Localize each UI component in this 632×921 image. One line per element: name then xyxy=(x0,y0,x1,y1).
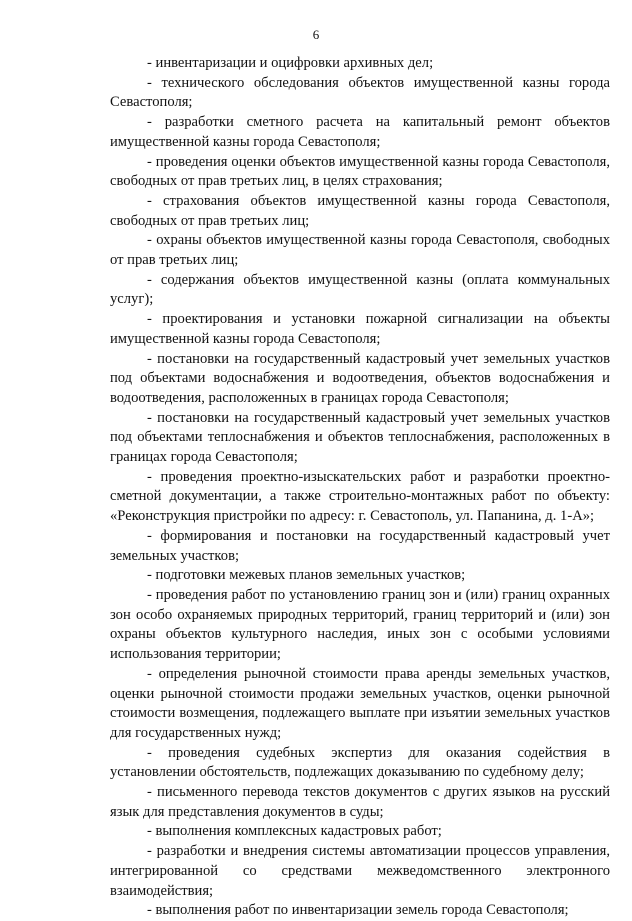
list-item: - разработки и внедрения системы автоматизации процессов управления, интегрированной со средствами межведомственного электронного взаимодействия; xyxy=(110,843,610,899)
list-item: - определения рыночной стоимости права аренды земельных участков, оценки рыночной стоимости продажи земельных участков, оценки рыночной стоимости возмещения, подлежащего выплате при изъятии земельных участков для государственных нужд; xyxy=(110,665,610,741)
list-item: - содержания объектов имущественной казны (оплата коммунальных услуг); xyxy=(110,271,610,308)
list-item: - страхования объектов имущественной казны города Севастополя, свободных от прав третьих лиц; xyxy=(110,192,610,229)
list-item: - технического обследования объектов имущественной казны города Севастополя; xyxy=(110,74,610,111)
list-item: - охраны объектов имущественной казны города Севастополя, свободных от прав третьих лиц; xyxy=(110,232,610,269)
list-item: - формирования и постановки на государственный кадастровый учет земельных участков; xyxy=(110,527,610,564)
list-item: - письменного перевода текстов документов с других языков на русский язык для представления документов в суды; xyxy=(110,784,610,820)
list-item: - проведения судебных экспертиз для оказания содействия в установлении обстоятельств, подлежащих доказыванию по судебному делу; xyxy=(110,744,610,781)
document-body xyxy=(110,54,610,921)
page-number: 6 xyxy=(312,27,320,42)
list-item: - проведения оценки объектов имущественной казны города Севастополя, свободных от прав третьих лиц, в целях страхования; xyxy=(110,153,610,190)
list-item: - постановки на государственный кадастровый учет земельных участков под объектами теплоснабжения и объектов теплоснабжения, расположенных в границах города Севастополя; xyxy=(110,409,610,466)
list-item: - постановки на государственный кадастровый учет земельных участков под объектами водоснабжения и водоотведения, объектов водоснабжения и водоотведения, расположенных в границах города Севастополя; xyxy=(110,350,610,406)
list-item: - разработки сметного расчета на капитальный ремонт объектов имущественной казны города Севастополя; xyxy=(110,114,610,150)
list-item: - проведения проектно-изыскательских работ и разработки проектно-сметной документации, а также строительно-монтажных работ по объекту: «Реконструкция пристройки по адресу: г. Севастополь, ул. Папанина, д. 1-А»; xyxy=(110,468,610,525)
list-item: - подготовки межевых планов земельных участков; xyxy=(147,567,466,584)
list-item: - проектирования и установки пожарной сигнализации на объекты имущественной казны города Севастополя; xyxy=(110,311,610,347)
list-item: - инвентаризации и оцифровки архивных дел; xyxy=(147,55,434,71)
list-item: - выполнения комплексных кадастровых работ; xyxy=(147,823,442,840)
list-item: - выполнения работ по инвентаризации земель города Севастополя; xyxy=(147,902,569,919)
list-item: - проведения работ по установлению границ зон и (или) границ охранных зон особо охраняемых природных территорий, границ территорий и (или) зон охраны объектов культурного наследия, иных зон с особыми условиями использования территории; xyxy=(110,586,610,663)
